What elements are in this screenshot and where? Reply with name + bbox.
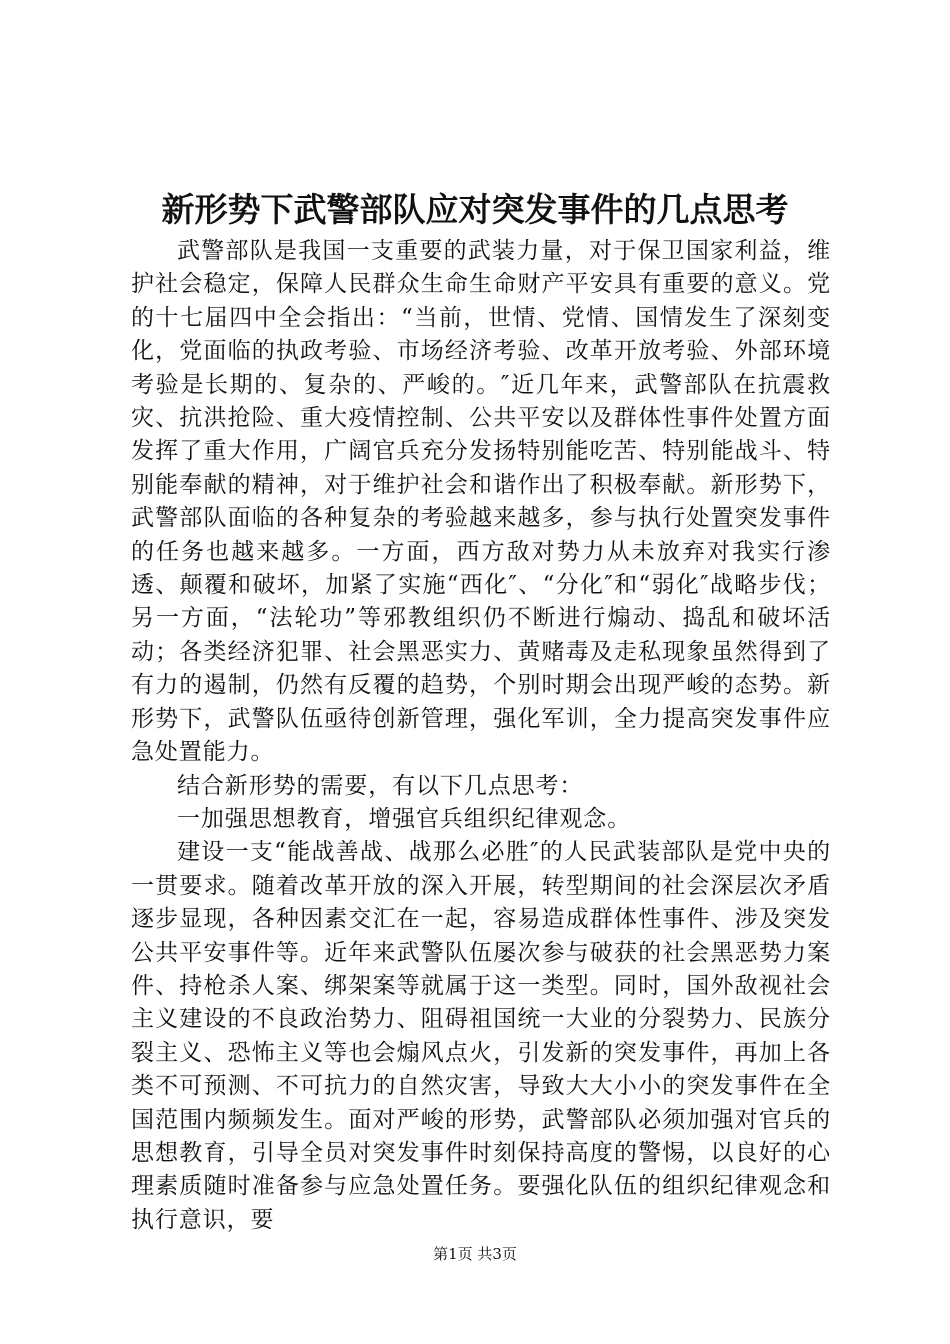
document-title: 新形势下武警部队应对突发事件的几点思考 <box>161 190 789 229</box>
paragraph-thoughts-lead: 结合新形势的需要，有以下几点思考： <box>177 772 584 799</box>
paragraph-intro: 武警部队是我国一支重要的武装力量，对于保卫国家利益，维护社会稳定，保障人民群众生命生命财产平安具有重要的意义。党的十七届四中全会指出：“当前，世情、党情、国情发生了深刻变化，党面临的执政考验、市场经济考验、改革开放考验、外部环境考验是长期的、复杂的、严峻的。″近几年来，武警部队在抗震救灾、抗洪抢险、重大疫情控制、公共平安以及群体性事件处置方面发挥了重大作用，广阔官兵充分发扬特别能吃苦、特别能战斗、特别能奉献的精神，对于维护社会和谐作出了积极奉献。新形势下，武警部队面临的各种复杂的考验越来越多，参与执行处置突发事件的任务也越来越多。一方面，西方敌对势力从未放弃对我实行渗透、颠覆和破坏，加紧了实施“西化″、“分化″和“弱化″战略步伐；另一方面，“法轮功”等邪教组织仍不断进行煽动、捣乱和破坏活动；各类经济犯罪、社会黑恶实力、黄赌毒及走私现象虽然得到了有力的遏制，仍然有反覆的趋势，个别时期会出现严峻的态势。新形势下，武警队伍亟待创新管理，强化军训，全力提高突发事件应急处置能力。 <box>131 238 831 766</box>
section-heading-one: 一加强思想教育，增强官兵组织纪律观念。 <box>177 805 632 832</box>
paragraph-section-one: 建设一支“能战善战、战那么必胜″的人民武装部队是党中央的一贯要求。随着改革开放的深入开展，转型期间的社会深层次矛盾逐步显现，各种因素交汇在一起，容易造成群体性事件、涉及突发公共平安事件等。近年来武警队伍屡次参与破获的社会黑恶势力案件、持枪杀人案、绑架案等就属于这一类型。同时，国外敌视社会主义建设的不良政治势力、阻碍祖国统一大业的分裂势力、民族分裂主义、恐怖主义等也会煽风点火，引发新的突发事件，再加上各类不可预测、不可抗力的自然灾害，导致大大小小的突发事件在全国范围内频频发生。面对严峻的形势，武警部队必须加强对官兵的思想教育，引导全员对突发事件时刻保持高度的警惕，以良好的心理素质随时准备参与应急处置任务。要强化队伍的组织纪律观念和执行意识，要 <box>131 839 831 1233</box>
page-number-footer: 第1页 共3页 <box>433 1245 517 1263</box>
document-body <box>131 235 831 1237</box>
